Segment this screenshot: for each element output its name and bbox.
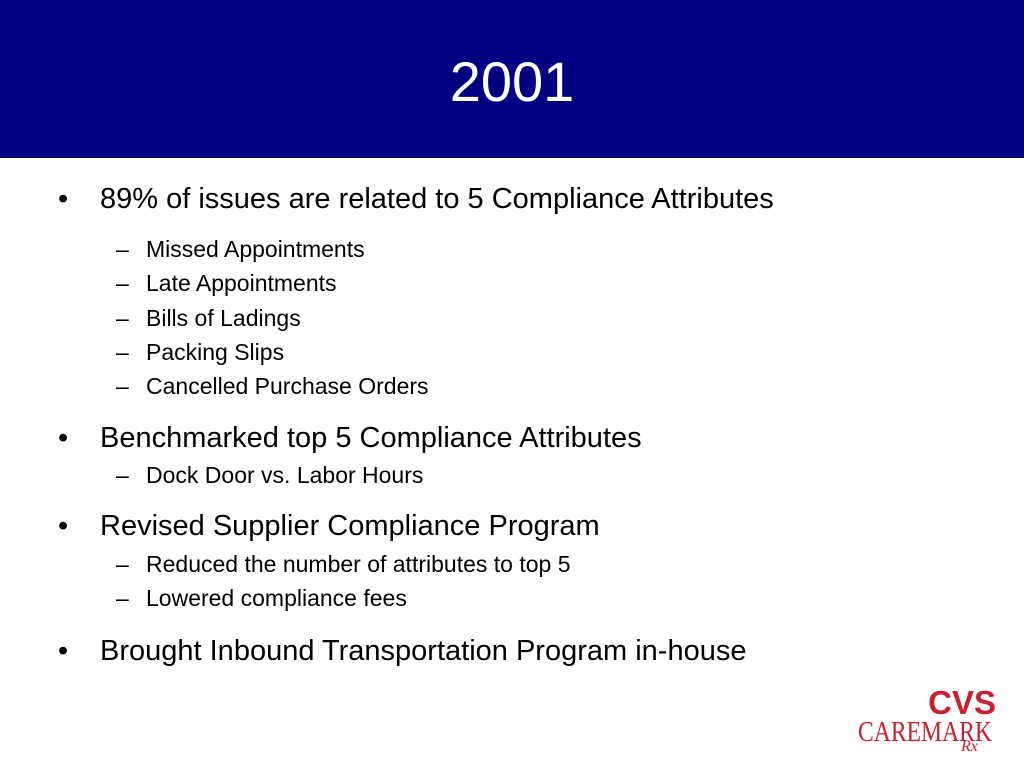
logo-caremark-text: CAREMARK <box>858 716 993 748</box>
bullet-marker: • <box>58 510 69 542</box>
cvs-caremark-logo <box>856 684 1000 754</box>
sub-bullet-text: Bills of Ladings <box>146 305 301 331</box>
sub-bullet-text: Late Appointments <box>146 270 337 296</box>
slide-title: 2001 <box>449 50 575 113</box>
bullet-marker: • <box>58 183 69 215</box>
bullet-text: Revised Supplier Compliance Program <box>100 510 600 542</box>
sub-bullet-text: Cancelled Purchase Orders <box>146 373 429 399</box>
logo-rx-text: Rx <box>961 738 978 754</box>
sub-bullet-text: Lowered compliance fees <box>146 585 407 611</box>
sub-bullet-text: Reduced the number of attributes to top 5 <box>146 551 571 577</box>
bullet-marker: • <box>58 635 69 667</box>
sub-bullet-marker: – <box>116 551 129 577</box>
bullet-text: Brought Inbound Transportation Program in-house <box>100 635 747 667</box>
sub-bullet-text: Missed Appointments <box>146 236 365 262</box>
sub-bullet-marker: – <box>116 305 129 331</box>
sub-bullet-marker: – <box>116 236 129 262</box>
bullet-marker: • <box>58 422 69 454</box>
bullet-text: Benchmarked top 5 Compliance Attributes <box>100 422 642 454</box>
sub-bullet-text: Packing Slips <box>146 339 285 365</box>
sub-bullet-marker: – <box>116 339 129 365</box>
sub-bullet-text: Dock Door vs. Labor Hours <box>146 462 424 488</box>
bullet-text: 89% of issues are related to 5 Compliance Attributes <box>100 183 774 215</box>
sub-bullet-marker: – <box>116 462 129 488</box>
sub-bullet-marker: – <box>116 270 129 296</box>
sub-bullet-marker: – <box>116 373 129 399</box>
sub-bullet-marker: – <box>116 585 129 611</box>
logo-cvs-text: CVS <box>928 684 996 721</box>
